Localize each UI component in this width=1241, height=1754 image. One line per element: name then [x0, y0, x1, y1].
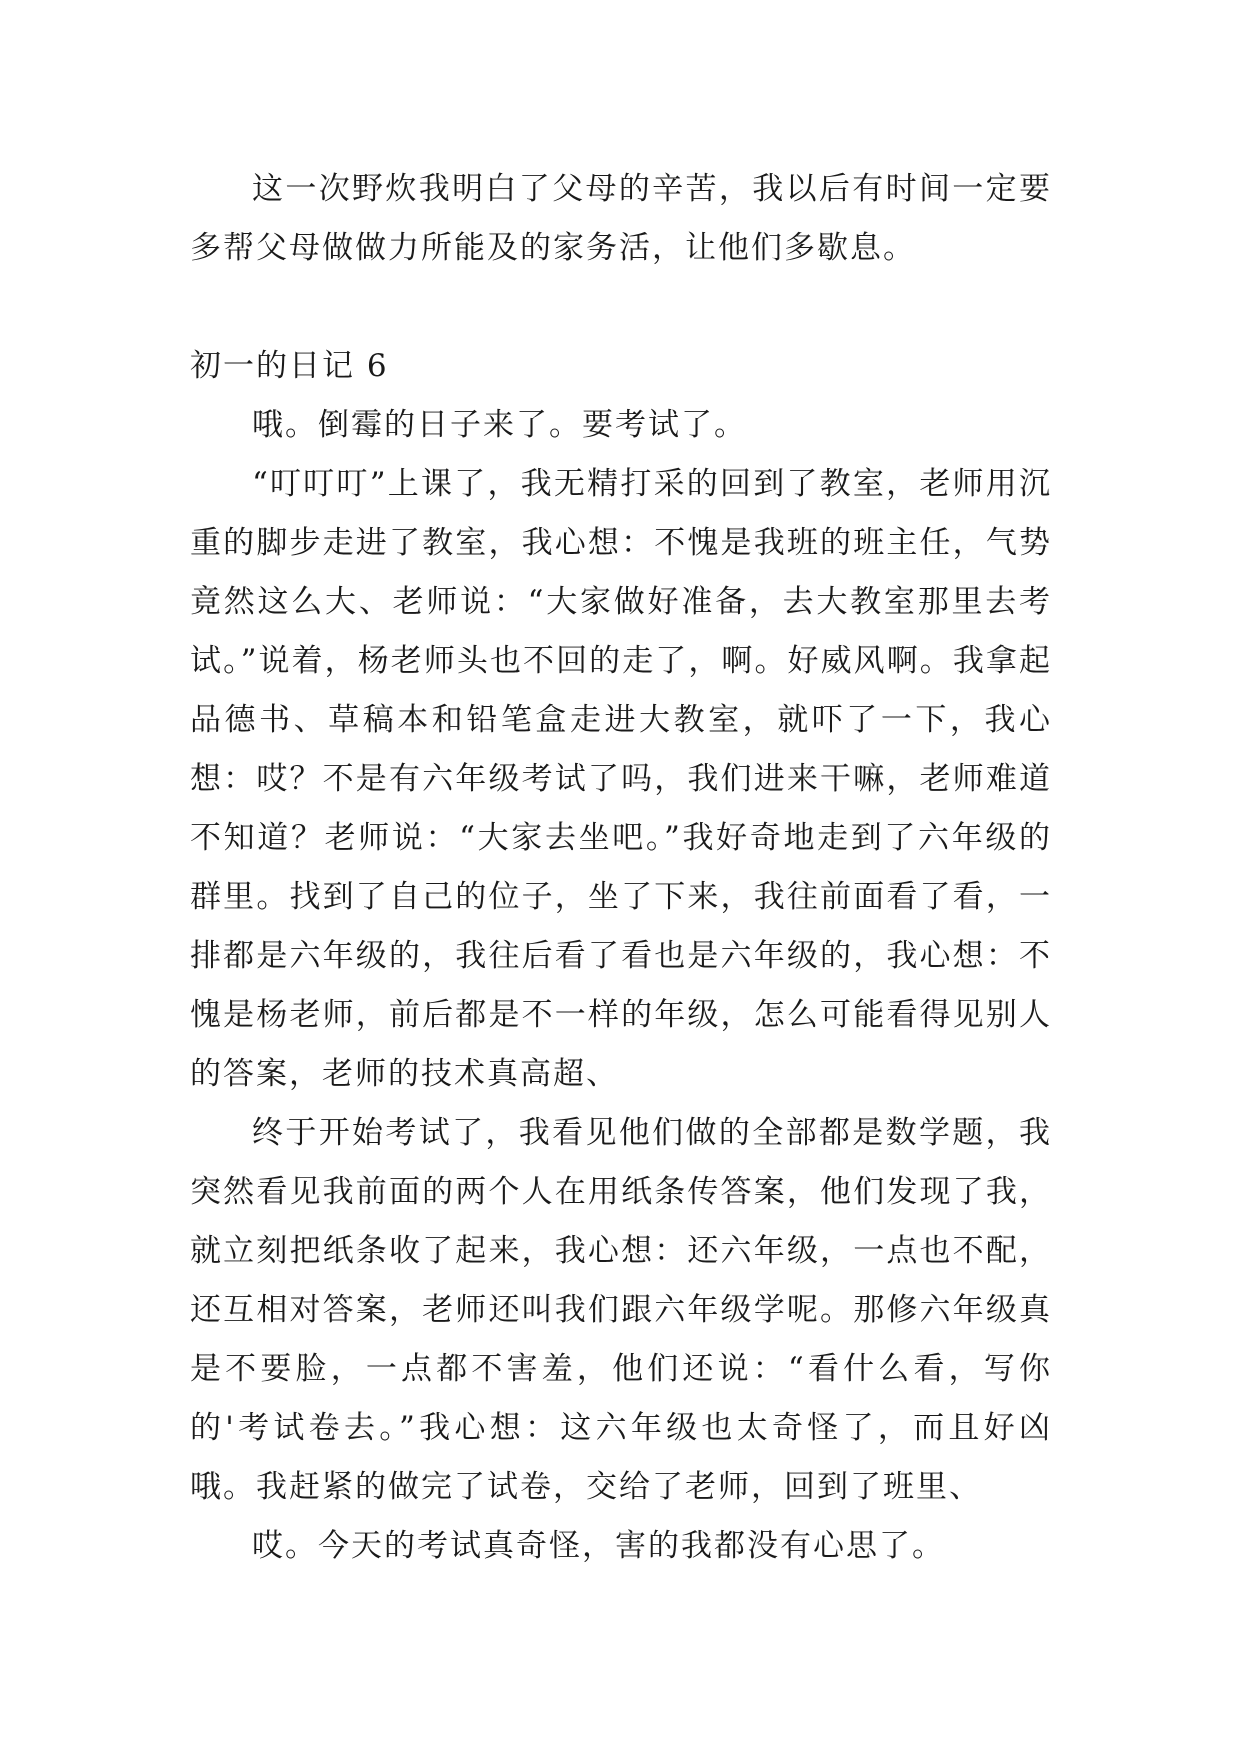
- paragraph: “叮叮叮”上课了，我无精打采的回到了教室，老师用沉重的脚步走进了教室，我心想：不愧是我班的班主任，气势竟然这么大、老师说：“大家做好准备，去大教室那里去考试。”说着，杨老师头也不回的走了，啊。好威风啊。我拿起品德书、草稿本和铅笔盒走进大教室，就吓了一下，我心想：哎？不是有六年级考试了吗，我们进来干嘛，老师难道不知道？老师说：“大家去坐吧。”我好奇地走到了六年级的群里。找到了自己的位子，坐了下来，我往前面看了看，一排都是六年级的，我往后看了看也是六年级的，我心想：不愧是杨老师，前后都是不一样的年级，怎么可能看得见别人的答案，老师的技术真高超、: [190, 466, 1052, 1092]
- paragraph: 终于开始考试了，我看见他们做的全部都是数学题，我突然看见我前面的两个人在用纸条传答案，他们发现了我，就立刻把纸条收了起来，我心想：还六年级，一点也不配，还互相对答案，老师还叫我们跟六年级学呢。那修六年级真是不要脸，一点都不害羞，他们还说：“看什么看，写你的'考试卷去。”我心想：这六年级也太奇怪了，而且好凶哦。我赶紧的做完了试卷，交给了老师，回到了班里、: [190, 1115, 1052, 1505]
- section-title: 初一的日记 6: [190, 348, 389, 384]
- intro-paragraph: 这一次野炊我明白了父母的辛苦，我以后有时间一定要多帮父母做做力所能及的家务活，让他们多歇息。: [190, 171, 1052, 266]
- document-body: [190, 160, 1052, 1576]
- paragraph: 哎。今天的考试真奇怪，害的我都没有心思了。: [252, 1528, 945, 1564]
- paragraph: 哦。倒霉的日子来了。要考试了。: [252, 407, 747, 443]
